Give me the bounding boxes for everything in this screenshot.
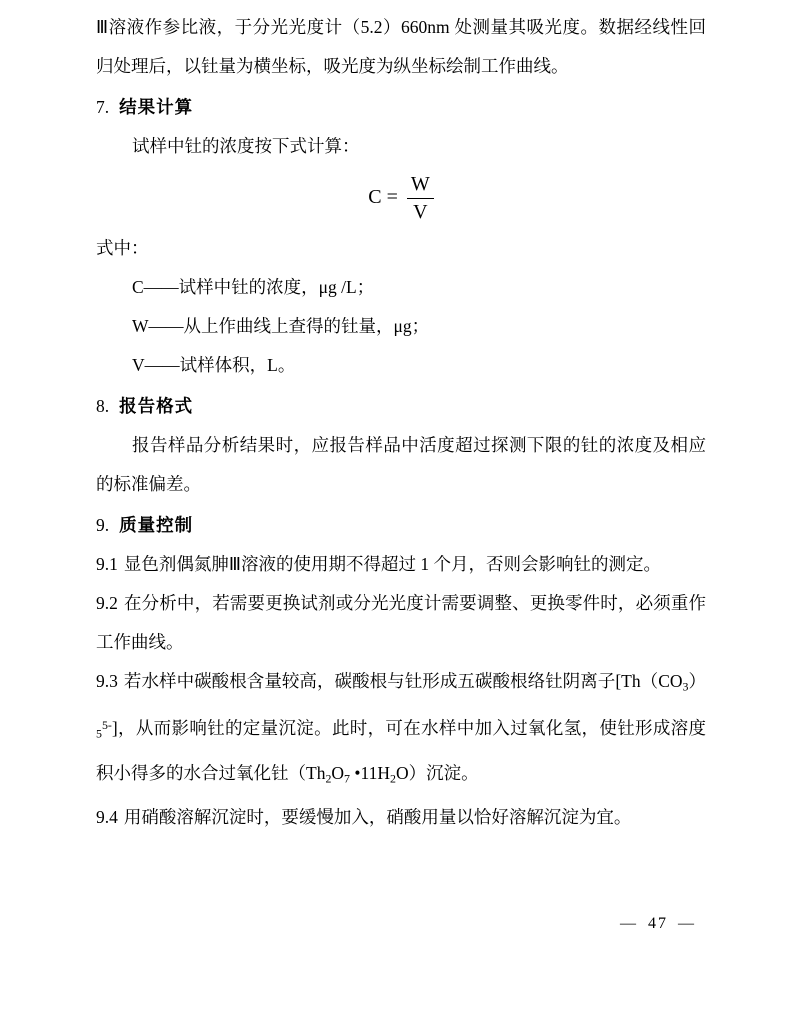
item-9-3-text-b: 从而影响钍的定量沉淀。此时，可在水样中加入过氧化氢，使钍形成溶度积小得多的水合过氧化钍（Th xyxy=(96,718,706,783)
intro-paragraph: Ⅲ溶液作参比液，于分光光度计（5.2）660nm 处测量其吸光度。数据经线性回归处理后，以钍量为横坐标，吸光度为纵坐标绘制工作曲线。 xyxy=(96,17,706,76)
item-9-2-text: 在分析中，若需要更换试剂或分光光度计需要调整、更换零件时，必须重作工作曲线。 xyxy=(96,593,706,652)
formula-fraction xyxy=(407,172,434,225)
item-9-3-formula-c: ]， xyxy=(111,718,136,739)
item-9-3-text-c: O xyxy=(331,762,345,783)
page-number-group xyxy=(610,915,706,933)
formula-numerator: W xyxy=(407,172,434,199)
item-9-3 xyxy=(96,662,706,798)
item-9-1-text: 显色剂偶氮胂Ⅲ溶液的使用期不得超过 1 个月，否则会影响钍的测定。 xyxy=(123,554,661,574)
page-number: 47 xyxy=(648,915,668,932)
section-9-title: 质量控制 xyxy=(119,515,194,535)
formula-equals-sign: = xyxy=(386,186,398,209)
section-7-heading xyxy=(96,88,706,127)
section-8-title: 报告格式 xyxy=(119,396,194,416)
formula-concentration xyxy=(96,172,706,225)
item-9-3-sub-th2: 2 xyxy=(325,770,332,785)
definition-c: C——试样中钍的浓度，μg /L； xyxy=(132,277,375,297)
item-9-4-label: 9.4 xyxy=(96,806,118,827)
section-9-number: 9. xyxy=(96,515,110,535)
item-9-3-sub-5: 5 xyxy=(96,726,102,741)
section-7-number: 7. xyxy=(96,97,110,117)
item-9-1-label: 9.1 xyxy=(96,554,118,574)
item-9-3-formula-a: [Th（CO xyxy=(615,671,683,691)
formula-expression xyxy=(368,172,434,225)
item-9-2 xyxy=(96,584,706,662)
section-8-body: 报告样品分析结果时，应报告样品中活度超过探测下限的钍的浓度及相应的标准偏差。 xyxy=(96,435,706,494)
definition-list xyxy=(96,268,706,385)
item-9-3-text-d: •11H xyxy=(350,762,390,783)
where-label: 式中： xyxy=(96,238,149,258)
definition-v: V——试样体积，L。 xyxy=(132,355,296,375)
page-number-left-dash: — xyxy=(620,915,638,932)
item-9-2-label: 9.2 xyxy=(96,593,118,613)
item-9-3-text-e: O）沉淀。 xyxy=(395,762,479,783)
section-9-heading xyxy=(96,506,706,545)
item-9-4-text: 用硝酸溶解沉淀时，要缓慢加入，硝酸用量以恰好溶解沉淀为宜。 xyxy=(123,806,632,827)
section-8-number: 8. xyxy=(96,396,110,416)
item-9-3-formula-b: ） xyxy=(688,671,707,691)
item-9-4 xyxy=(96,798,706,837)
page-content xyxy=(96,8,706,837)
item-9-3-sup-charge: 5- xyxy=(101,718,112,733)
item-9-3-sub-o7: 7 xyxy=(344,770,350,785)
definition-w: W——从上作曲线上查得的钍量，μg； xyxy=(132,316,430,336)
item-9-3-text-a: 若水样中碳酸根含量较高，碳酸根与钍形成五碳酸根络钍阴离子 xyxy=(123,671,616,691)
section-7-body: 试样中钍的浓度按下式计算： xyxy=(132,136,360,156)
item-9-3-sub-h2: 2 xyxy=(390,770,396,785)
section-7-title: 结果计算 xyxy=(119,97,194,117)
section-8-heading xyxy=(96,387,706,426)
item-9-3-sub-3: 3 xyxy=(682,679,689,694)
formula-variable-c: C xyxy=(368,186,382,209)
item-9-3-label: 9.3 xyxy=(96,671,118,691)
item-9-1 xyxy=(96,545,706,584)
formula-denominator: V xyxy=(413,201,428,223)
page-number-right-dash: — xyxy=(678,915,696,932)
